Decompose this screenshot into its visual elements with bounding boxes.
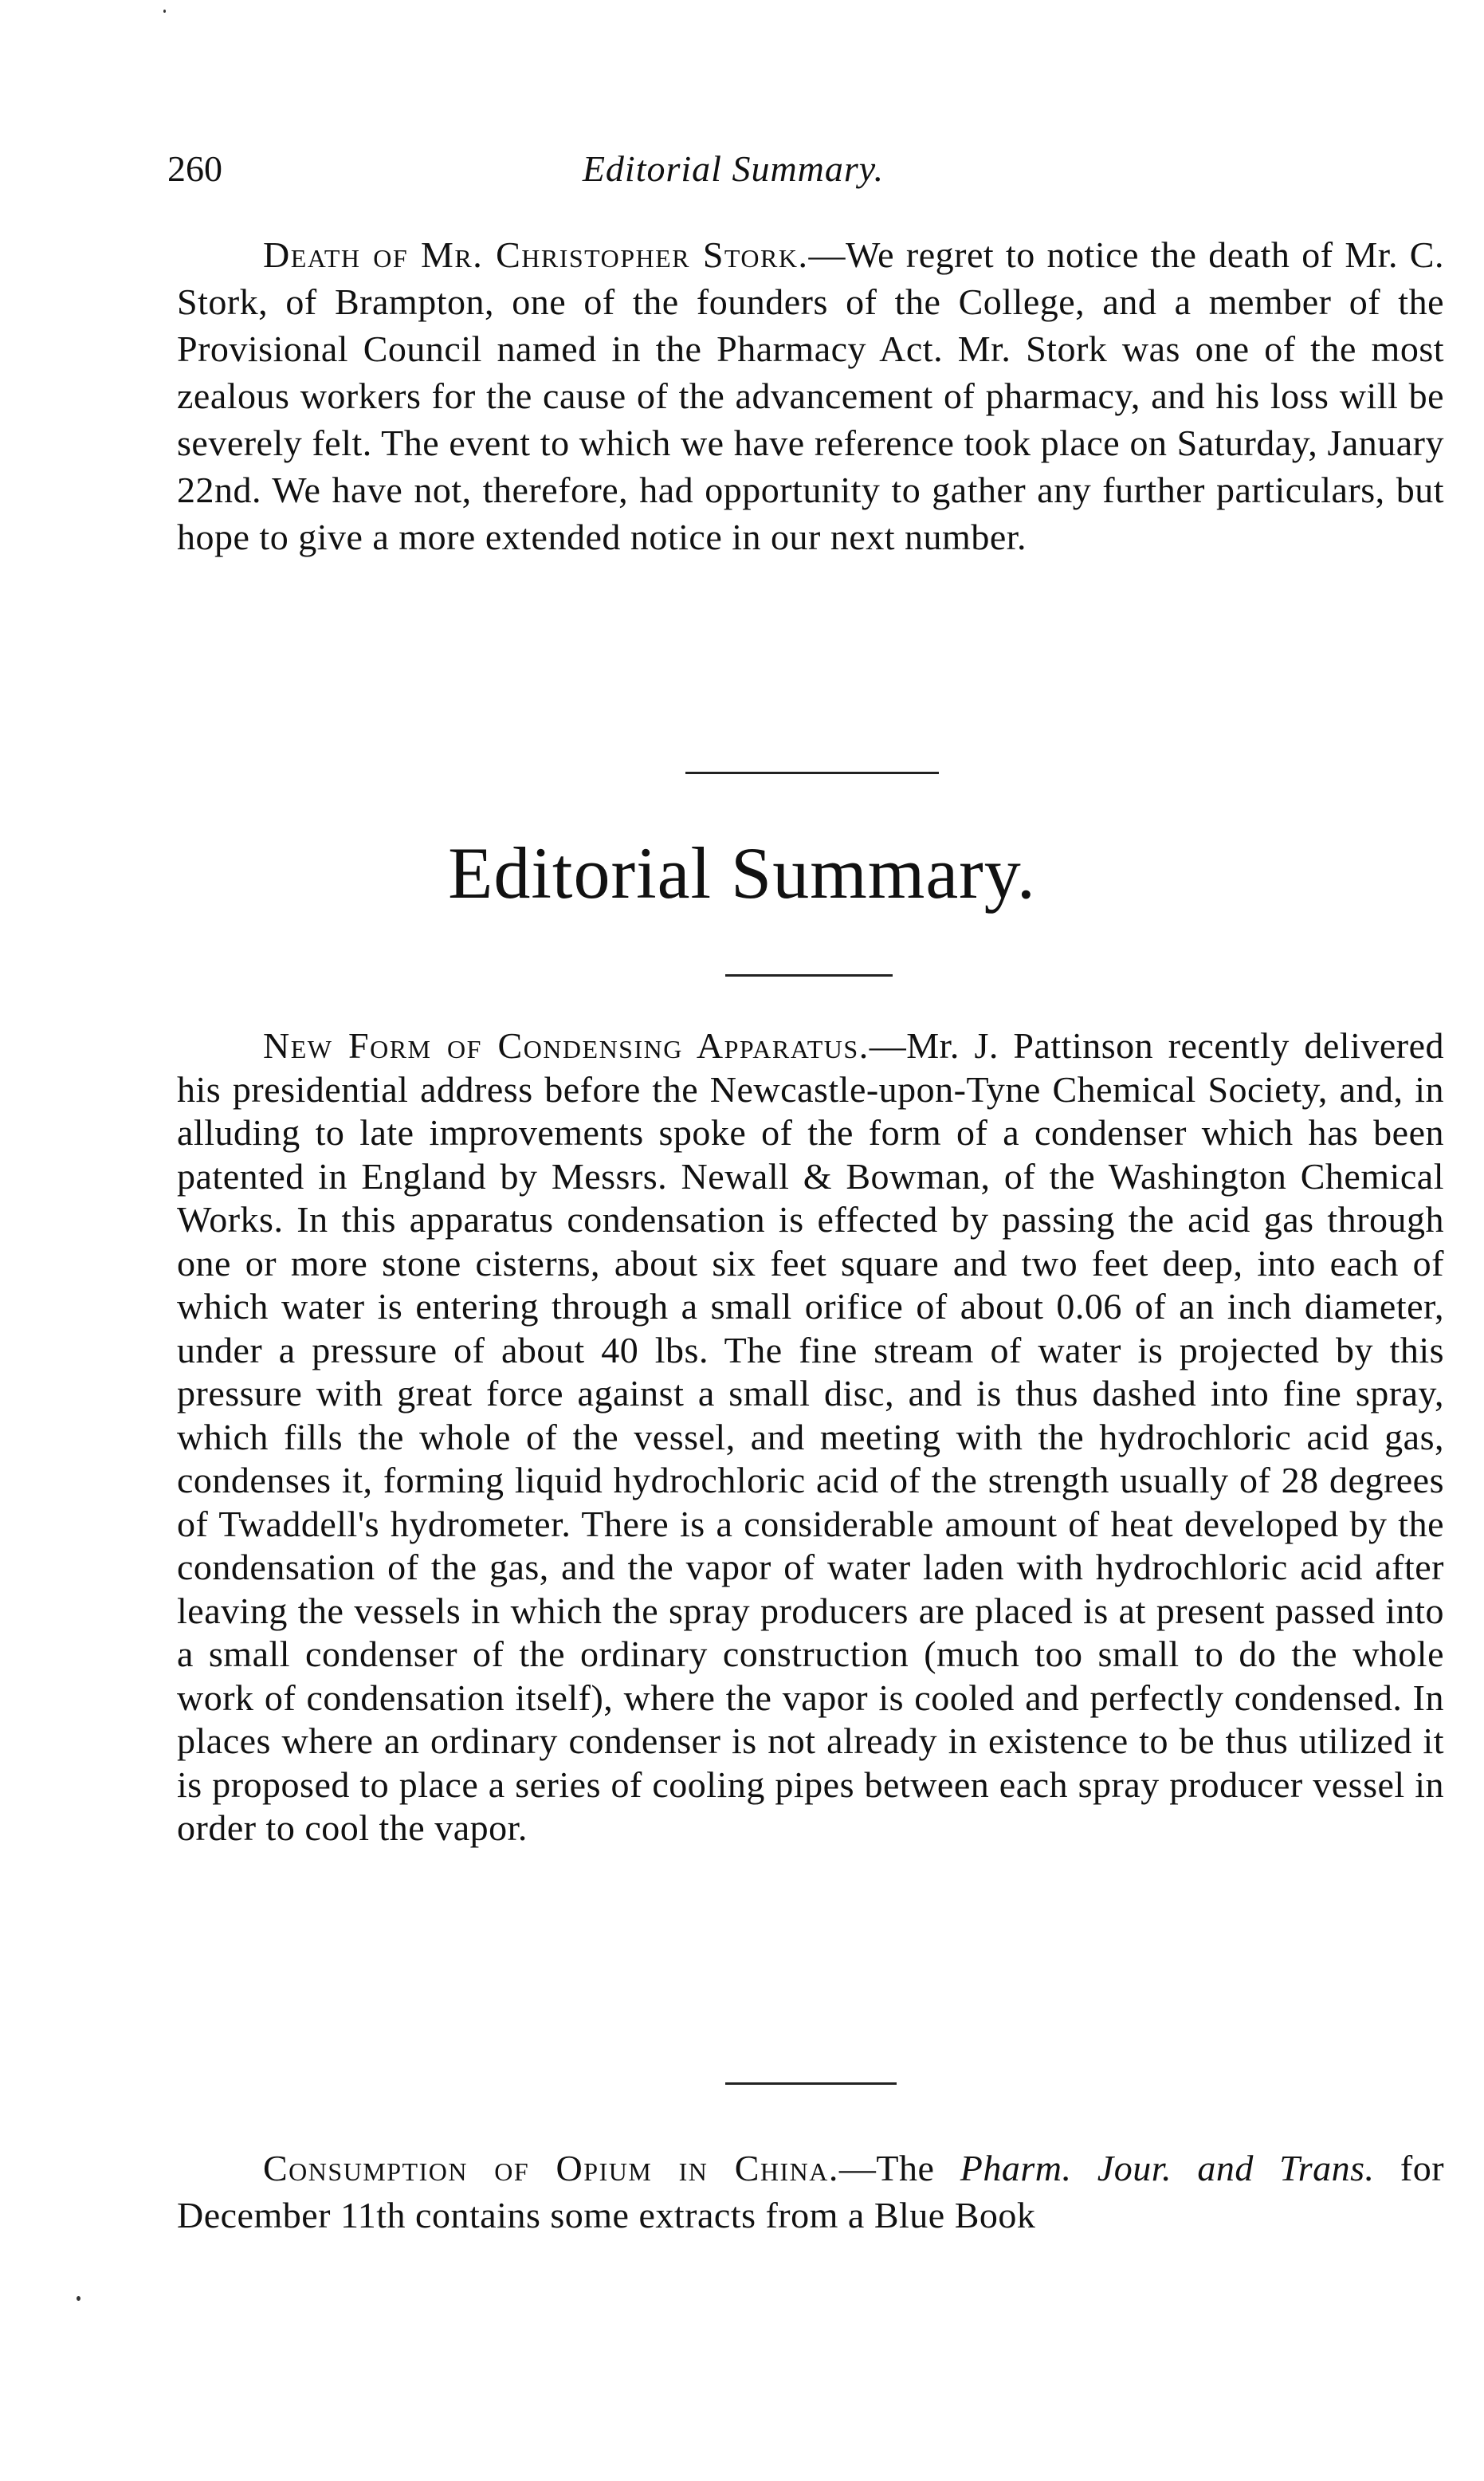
running-title: Editorial Summary. xyxy=(582,148,885,189)
article-body-lead: —The xyxy=(838,2148,960,2188)
section-divider-rule xyxy=(685,772,939,774)
section-divider-rule xyxy=(725,974,893,977)
article-paragraph xyxy=(177,2145,1444,2239)
article-body: —Mr. J. Pattinson recently delivered his presidential address before the Newcastle-upon-Tyne Chemical Society, and, in alluding to late improvements spoke of the form of a condenser which has been patented in England by Messrs. Newall & Bowman, of the Washington Chemical Works. In this apparatus condensation is effected by passing the acid gas through one or more stone cisterns, about six feet square and two feet deep, into each of which water is entering through a small orifice of about 0.06 of an inch diameter, under a pressure of about 40 lbs. The fine stream of water is projected by this pressure with great force against a small disc, and is thus dashed into fine spray, which fills the whole of the vessel, and meeting with the hydrochloric acid gas, condenses it, forming liquid hydrochloric acid of the strength usually of 28 degrees of Twaddell's hydrometer. There is a considerable amount of heat developed by the condensation of the gas, and the vapor of water laden with hydrochloric acid after leaving the vessels in which the spray producers are placed is at present passed into a small condenser of the ordinary construction (much too small to do the whole work of condensation itself), where the vapor is cooled and perfectly condensed. In places where an ordinary condenser is not already in existence to be thus utilized it is proposed to place a series of cooling pipes between each spray producer vessel in order to cool the vapor. xyxy=(177,1025,1444,1848)
article-death-of-christopher-stork xyxy=(177,231,1444,560)
print-speck xyxy=(77,2296,80,2301)
article-heading: New Form of Condensing Apparatus. xyxy=(263,1025,870,1066)
article-body: —We regret to notice the death of Mr. C. Stork, of Brampton, one of the founders of the College, and a member of the Provisional Council named in the Pharmacy Act. Mr. Stork was one of the most zealous workers for the cause of the advancement of pharmacy, and his loss will be severely felt. The event to which we have reference took place on Saturday, January 22nd. We have not, therefore, had opportunity to gather any further particulars, but hope to give a more extended notice in our next number. xyxy=(177,234,1444,557)
article-consumption-of-opium xyxy=(177,2145,1444,2239)
article-heading: Death of Mr. Christopher Stork. xyxy=(263,234,809,275)
article-paragraph xyxy=(177,1024,1444,1850)
page-number: 260 xyxy=(167,148,222,189)
section-divider-rule xyxy=(725,2082,897,2085)
journal-title: Pharm. Jour. and Trans. xyxy=(960,2148,1375,2188)
running-head xyxy=(167,147,1299,195)
section-heading: Editorial Summary. xyxy=(448,832,1036,914)
article-heading: Consumption of Opium in China. xyxy=(263,2148,839,2188)
print-speck xyxy=(163,10,166,13)
article-paragraph xyxy=(177,231,1444,560)
article-body-rest: for December 11th contains some extracts from a Blue Book xyxy=(177,2148,1445,2235)
article-condensing-apparatus xyxy=(177,1024,1444,1850)
